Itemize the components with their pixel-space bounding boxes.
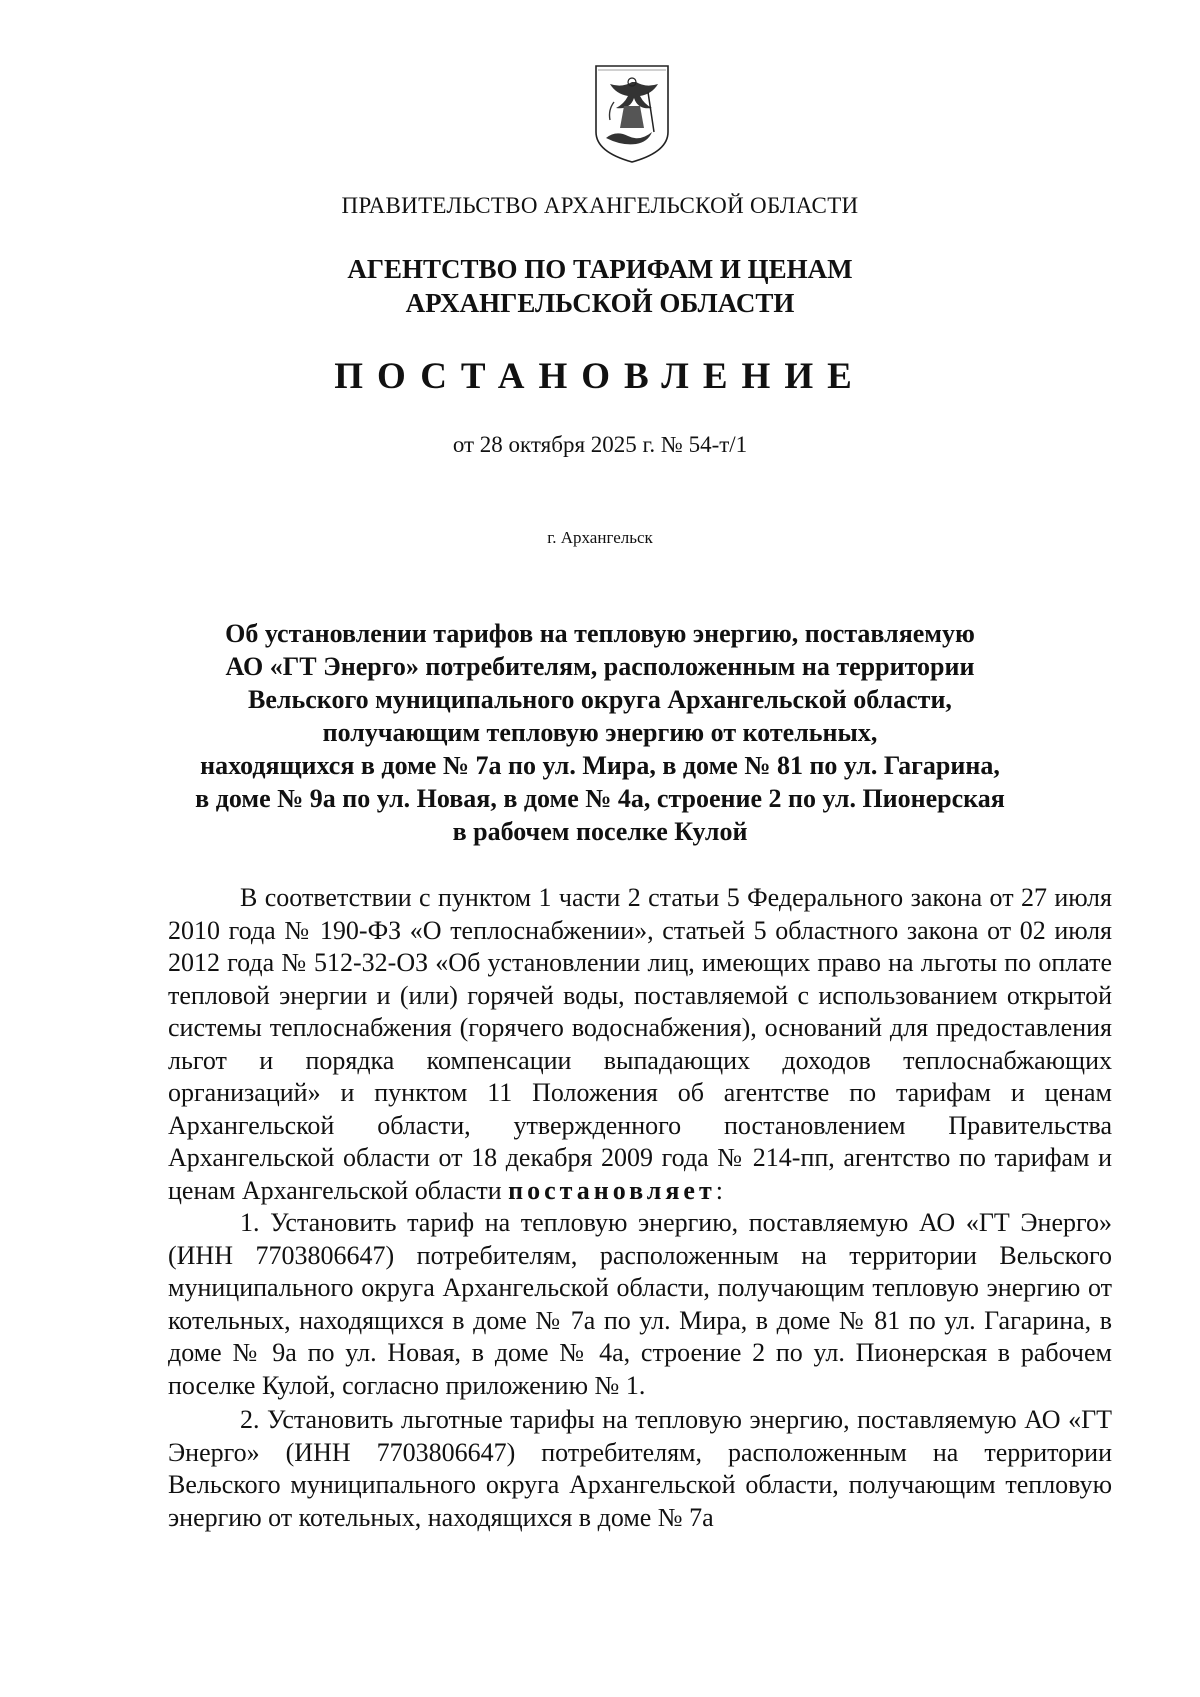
resolves-punctuation: : — [715, 1175, 723, 1205]
item-2-paragraph: 2. Установить льготные тарифы на тепловую энергию, поставляемую АО «ГТ Энерго» (ИНН 7703806647) потребителям, расположенным на территории Вельского муниципального округа Архангельской области, получающим тепловую энергию от котельных, находящихся в доме № 7а — [168, 1405, 1112, 1532]
subject-line: Об установлении тарифов на тепловую энергию, поставляемую — [225, 619, 975, 648]
subject-line: в доме № 9а по ул. Новая, в доме № 4а, строение 2 по ул. Пионерская — [195, 784, 1005, 813]
city-name: г. Архангельск — [547, 528, 653, 547]
document-body — [168, 882, 1112, 1534]
preamble-text: В соответствии с пунктом 1 части 2 статьи 5 Федерального закона от 27 июля 2010 года № 190-ФЗ «О теплоснабжении», статьей 5 областного закона от 02 июля 2012 года № 512-32-ОЗ «Об установлении лиц, имеющих право на льготы по оплате тепловой энергии и (или) горячей воды, поставляемой с использованием открытой системы теплоснабжения (горячего водоснабжения), оснований для предоставления льгот и порядка компенсации выпадающих доходов теплоснабжающих организаций» и пунктом 11 Положения об агентстве по тарифам и ценам Архангельской области, утвержденного постановлением Правительства Архангельской области от 18 декабря 2009 года № 214-пп, агентство по тарифам и ценам Архангельской области — [168, 883, 1112, 1205]
resolves-keyword: постановляет — [508, 1175, 716, 1205]
agency-name-line-1: АГЕНТСТВО ПО ТАРИФАМ И ЦЕНАМ — [347, 254, 853, 284]
subject-line: получающим тепловую энергию от котельных, — [322, 718, 878, 747]
item-1-paragraph: 1. Установить тариф на тепловую энергию, поставляемую АО «ГТ Энерго» (ИНН 7703806647) потребителям, расположенным на территории Вельского муниципального округа Архангельской области, получающим тепловую энергию от котельных, находящихся в доме № 7а по ул. Мира, в доме № 81 по ул. Гагарина, в доме № 9а по ул. Новая, в доме № 4а, строение 2 по ул. Пионерская в рабочем поселке Кулой, согласно приложению № 1. — [168, 1208, 1112, 1400]
document-date-number: от 28 октября 2025 г. № 54-т/1 — [452, 432, 748, 457]
subject-line: АО «ГТ Энерго» потребителям, расположенным на территории — [225, 652, 975, 681]
government-name: ПРАВИТЕЛЬСТВО АРХАНГЕЛЬСКОЙ ОБЛАСТИ — [341, 193, 859, 218]
document-type-title: ПОСТАНОВЛЕНИЕ — [334, 356, 866, 397]
subject-line: в рабочем поселке Кулой — [452, 817, 748, 846]
document-subject — [0, 617, 1200, 848]
subject-line: Вельского муниципального округа Архангельской области, — [248, 685, 952, 714]
subject-line: находящихся в доме № 7а по ул. Мира, в доме № 81 по ул. Гагарина, — [200, 751, 1000, 780]
preamble-paragraph — [168, 882, 1112, 1207]
agency-name — [0, 252, 1200, 320]
coat-of-arms-emblem — [592, 62, 672, 164]
agency-name-line-2: АРХАНГЕЛЬСКОЙ ОБЛАСТИ — [405, 288, 795, 318]
